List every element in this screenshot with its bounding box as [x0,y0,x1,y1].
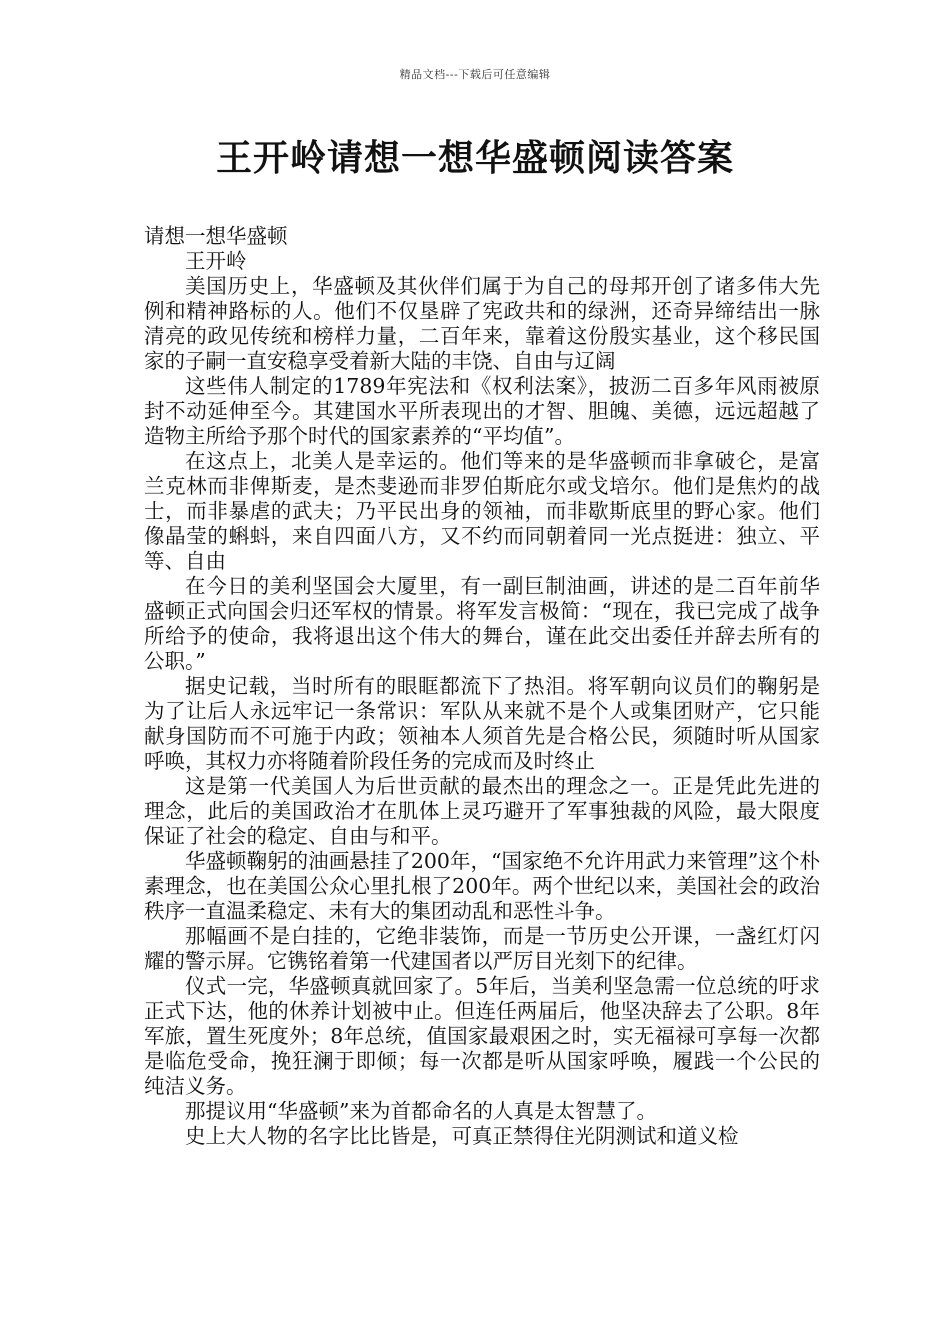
paragraph: 美国历史上，华盛顿及其伙伴们属于为自己的母邦开创了诸多伟大先例和精神路标的人。他们不仅垦辟了宪政共和的绿洲，还奇异缔结出一脉清亮的政见传统和榜样力量，二百年来，靠着这份殷实基业，这个移民国家的子嗣一直安稳享受着新大陆的丰饶、自由与辽阔 [144,274,820,373]
paragraph: 在这点上，北美人是幸运的。他们等来的是华盛顿而非拿破仑，是富兰克林而非俾斯麦，是杰斐逊而非罗伯斯庇尔或戈培尔。他们是焦灼的战士，而非暴虐的武夫；乃平民出身的领袖，而非歇斯底里的野心家。他们像晶莹的蝌蚪，来自四面八方，又不约而同朝着同一光点挺进：独立、平等、自由 [144,449,820,573]
paragraph: 在今日的美利坚国会大厦里，有一副巨制油画，讲述的是二百年前华盛顿正式向国会归还军权的情景。将军发言极简：“现在，我已完成了战争所给予的使命，我将退出这个伟大的舞台，谨在此交出委任并辞去所有的公职。” [144,574,820,673]
paragraph: 据史记载，当时所有的眼眶都流下了热泪。将军朝向议员们的鞠躬是为了让后人永远牢记一条常识：军队从来就不是个人或集团财产，它只能献身国防而不可施于内政；领袖本人须首先是合格公民，须随时听从国家呼唤，其权力亦将随着阶段任务的完成而及时终止 [144,674,820,773]
paragraph: 这些伟人制定的1789年宪法和《权利法案》，披沥二百多年风雨被原封不动延伸至今。其建国水平所表现出的才智、胆魄、美德，远远超越了造物主所给予那个时代的国家素养的“平均值”。 [144,374,820,448]
paragraph: 华盛顿鞠躬的油画悬挂了200年，“国家绝不允许用武力来管理”这个朴素理念，也在美国公众心里扎根了200年。两个世纪以来，美国社会的政治秩序一直温柔稳定、未有大的集团动乱和恶性斗争。 [144,849,820,923]
paragraph: 这是第一代美国人为后世贡献的最杰出的理念之一。正是凭此先进的理念，此后的美国政治才在肌体上灵巧避开了军事独裁的风险，最大限度保证了社会的稳定、自由与和平。 [144,774,820,848]
paragraph: 那提议用“华盛顿”来为首都命名的人真是太智慧了。 [185,1099,657,1123]
document-body [144,224,820,1149]
paragraph: 史上大人物的名字比比皆是，可真正禁得住光阴测试和道义检 [185,1124,739,1148]
article-author: 王开岭 [185,249,247,273]
article-title: 请想一想华盛顿 [144,224,288,248]
paragraph: 那幅画不是白挂的，它绝非装饰，而是一节历史公开课，一盏红灯闪耀的警示屏。它镌铭着第一代建国者以严厉目光刻下的纪律。 [144,924,820,973]
header-note: 精品文档---下载后可任意编辑 [399,68,551,81]
document-title: 王开岭请想一想华盛顿阅读答案 [215,138,734,179]
paragraph: 仪式一完，华盛顿真就回家了。5年后，当美利坚急需一位总统的吁求正式下达，他的休养计划被中止。但连任两届后，他坚决辞去了公职。8年军旅，置生死度外；8年总统，值国家最艰困之时，实无福禄可享每一次都是临危受命，挽狂澜于即倾；每一次都是听从国家呼唤，履践一个公民的纯洁义务。 [144,974,820,1098]
